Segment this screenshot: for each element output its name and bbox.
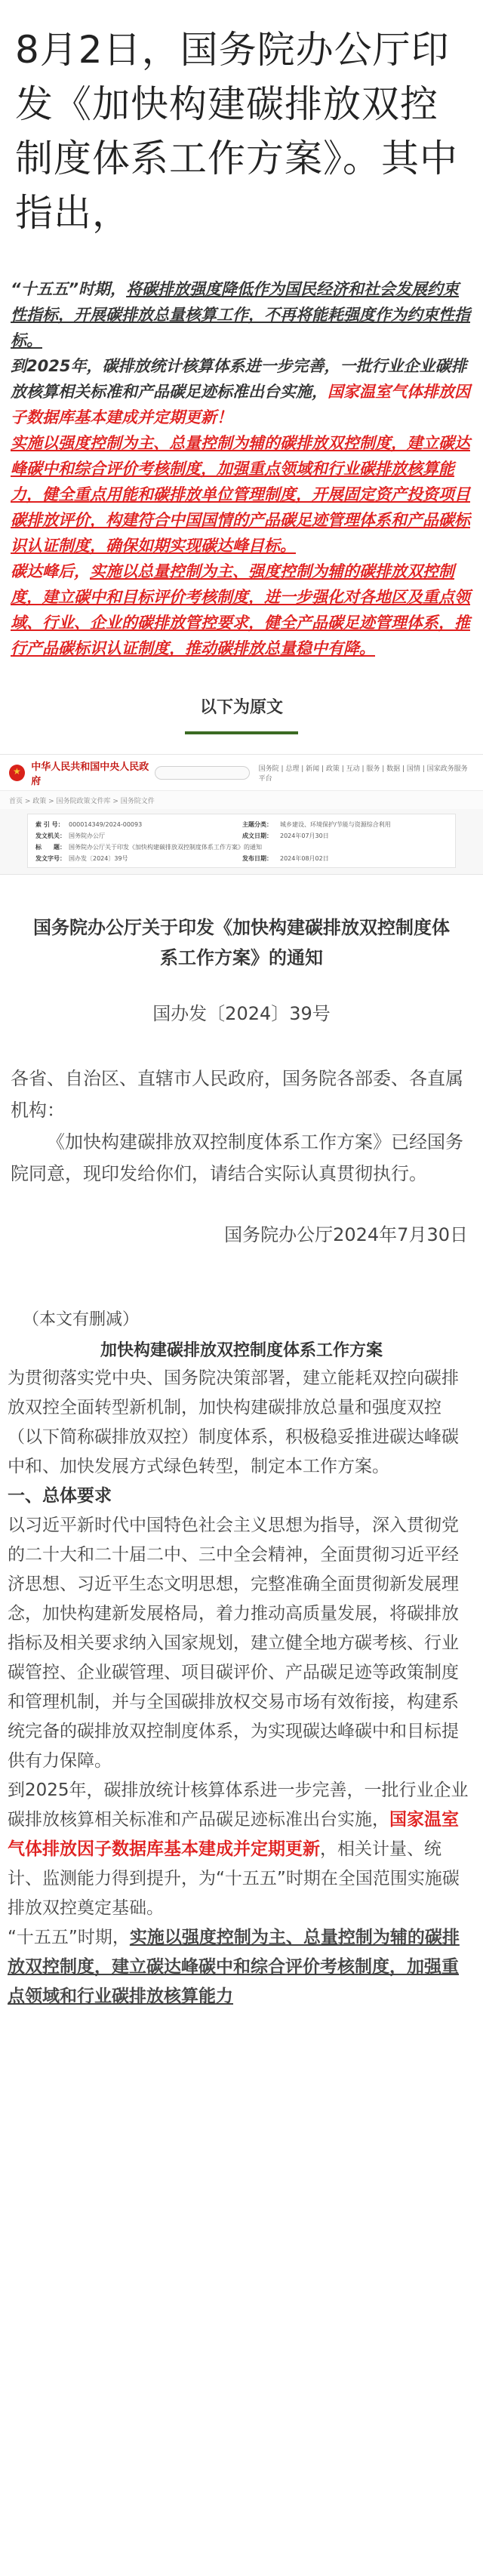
abridged-note: （本文有删减）: [23, 1310, 140, 1329]
notice-title: 国务院办公厅关于印发《加快构建碳排放双控制度体系工作方案》的通知: [33, 917, 450, 968]
meta-key: 索 引 号：: [35, 821, 64, 828]
meta-value: 国务院办公厅: [69, 833, 105, 839]
plan-intro: 为贯彻落实党中央、国务院决策部署，建立能耗双控向碳排放双控全面转型新机制，加快构建碳排放总量和强度双控（以下简称碳排放双控）制度体系，积极稳妥推进碳达峰碳中和、加快发展方式绿色转型，制定本工作方案。: [8, 1368, 459, 1476]
meta-key: 发文字号：: [35, 855, 66, 862]
plan-body: [0, 1361, 483, 2011]
plan-p2-tail: ，相关计量、统计、监测能力得到提升，为“十五五”时期在全国范围实施碳排放双控奠定基础。: [8, 1839, 460, 1918]
gov-header-bar: [0, 755, 483, 791]
meta-row: [35, 853, 448, 864]
plan-paragraph-2: [8, 1776, 475, 1923]
summary-p1-underlined: 将碳排放强度降低作为国民经济和社会发展约束性指标，开展碳排放总量核算工作，不再将能耗强度作为约束性指标。: [11, 280, 470, 349]
meta-key: 主题分类：: [242, 821, 272, 828]
summary-p2-highlight: 国家温室气体排放因子数据库基本建成并定期更新！: [11, 383, 470, 426]
document-number: 国办发〔2024〕39号: [152, 1003, 331, 1024]
gov-nav-links: 国务院 | 总理 | 新闻 | 政策 | 互动 | 服务 | 数据 | 国情 | 国家政务服务平台: [258, 765, 468, 783]
headline: 8月2日，国务院办公厅印发《加快构建碳排放双控制度体系工作方案》。其中指出，: [15, 28, 458, 235]
gov-site-name: 中华人民共和国中央人民政府: [31, 761, 149, 787]
plan-p2-lead: 到2025年，碳排放统计核算体系进一步完善，一批行业企业碳排放核算相关标准和产品碳足迹标准出台实施，: [8, 1780, 469, 1830]
summary-paragraph-3: 实施以强度控制为主、总量控制为辅的碳排放双控制度，建立碳达峰碳中和综合评价考核制度，加强重点领域和行业碳排放核算能力，健全重点用能和碳排放单位管理制度，开展固定资产投资项目碳排放评价，构建符合中国国情的产品碳足迹管理体系和产品碳标识认证制度，确保如期实现碳达峰目标。: [11, 434, 470, 555]
meta-key: 成文日期：: [242, 833, 272, 839]
section-title: 以下为原文: [199, 698, 283, 717]
plan-p3-underlined: 实施以强度控制为主、总量控制为辅的碳排放双控制度，建立碳达峰碳中和综合评价考核制度，加强重点领域和行业碳排放核算能力: [8, 1928, 460, 2006]
meta-row: [35, 819, 448, 830]
gov-meta-table: [27, 814, 456, 868]
gov-website-screenshot: [0, 754, 483, 875]
section-divider: [185, 731, 298, 734]
gov-breadcrumb: 首页 > 政策 > 国务院政策文件库 > 国务院文件: [0, 791, 483, 809]
national-emblem-icon: [9, 765, 25, 781]
plan-title: 加快构建碳排放双控制度体系工作方案: [100, 1341, 383, 1360]
meta-value: 国办发〔2024〕39号: [69, 855, 128, 862]
summary-p1-lead: “十五五”时期，: [11, 280, 127, 298]
summary-paragraph-1: [11, 276, 472, 353]
meta-value: 000014349/2024-00093: [69, 821, 143, 828]
notice-body: 《加快构建碳排放双控制度体系工作方案》已经国务院同意，现印发给你们，请结合实际认真贯彻执行。: [11, 1131, 463, 1184]
plan-p3-lead: “十五五”时期，: [8, 1928, 130, 1947]
meta-row: [35, 842, 448, 853]
summary-paragraph-2: [11, 353, 472, 430]
meta-value: 国务院办公厅关于印发《加快构建碳排放双控制度体系工作方案》的通知: [69, 844, 262, 851]
plan-paragraph-3: [8, 1923, 475, 2011]
meta-value: 城乡建设、环境保护/节能与资源综合利用: [280, 821, 391, 828]
meta-row: [35, 830, 448, 842]
meta-value: 2024年08月02日: [280, 855, 329, 862]
notice-signature: 国务院办公厅2024年7月30日: [224, 1224, 468, 1245]
gov-search-box: [155, 766, 250, 780]
plan-heading-1: 一、总体要求: [8, 1486, 112, 1506]
meta-key: 标 题：: [35, 844, 66, 851]
summary-paragraph-4: [11, 559, 472, 661]
summary-p4-underlined: 实施以总量控制为主、强度控制为辅的碳排放双控制度，建立碳中和目标评价考核制度，进一步强化对各地区及重点领域、行业、企业的碳排放管控要求，健全产品碳足迹管理体系，推行产品碳标识认证制度，推动碳排放总量稳中有降。: [11, 562, 470, 657]
meta-value: 2024年07月30日: [280, 833, 329, 839]
summary-p4-lead: 碳达峰后，: [11, 562, 90, 580]
notice-greeting: 各省、自治区、直辖市人民政府，国务院各部委、各直属机构：: [11, 1068, 463, 1121]
plan-p2-highlight: 国家温室气体排放因子数据库基本建成并定期更新: [8, 1810, 459, 1859]
plan-paragraph-1: 以习近平新时代中国特色社会主义思想为指导，深入贯彻党的二十大和二十届二中、三中全会精神，全面贯彻习近平经济思想、习近平生态文明思想，完整准确全面贯彻新发展理念，加快构建新发展格局，着力推动高质量发展，将碳排放指标及相关要求纳入国家规划，建立健全地方碳考核、行业碳管控、企业碳管理、项目碳评价、产品碳足迹等政策制度和管理机制，并与全国碳排放权交易市场有效衔接，构建系统完备的碳排放双控制度体系，为实现碳达峰碳中和目标提供有力保障。: [8, 1516, 459, 1771]
summary-block: [0, 240, 483, 661]
meta-key: 发布日期：: [242, 855, 272, 862]
meta-key: 发文机关：: [35, 833, 66, 839]
summary-p2-lead: 到2025年，碳排放统计核算体系进一步完善，一批行业企业碳排放核算相关标准和产品碳足迹标准出台实施，: [11, 357, 467, 401]
